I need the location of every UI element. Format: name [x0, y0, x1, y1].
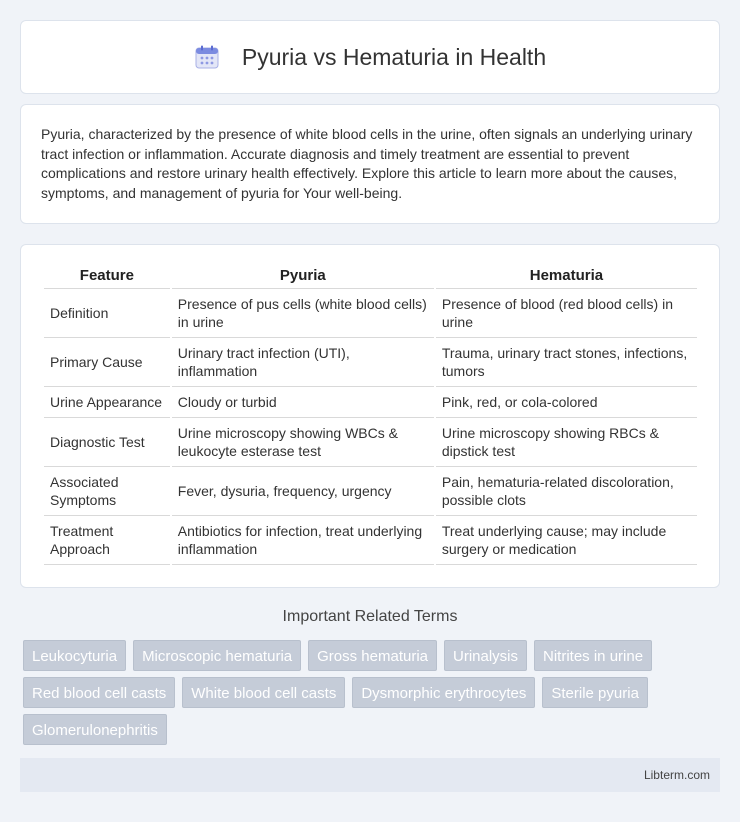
- table-row: [44, 467, 697, 516]
- header-feature: Feature: [44, 261, 170, 289]
- row-feature: Primary Cause: [44, 338, 170, 387]
- row-hematuria: Urine microscopy showing RBCs & dipstick test: [436, 418, 697, 467]
- row-feature: Treatment Approach: [44, 516, 170, 565]
- table-row: [44, 338, 697, 387]
- header-pyuria: Pyuria: [172, 261, 434, 289]
- related-term-tag[interactable]: Nitrites in urine: [534, 640, 652, 671]
- row-hematuria: Trauma, urinary tract stones, infections, tumors: [436, 338, 697, 387]
- related-term-tag[interactable]: Leukocyturia: [23, 640, 126, 671]
- related-term-tag[interactable]: Dysmorphic erythrocytes: [352, 677, 535, 708]
- related-terms-title: Important Related Terms: [282, 608, 458, 625]
- header-hematuria: Hematuria: [436, 261, 697, 289]
- row-hematuria: Pink, red, or cola-colored: [436, 387, 697, 418]
- row-pyuria: Fever, dysuria, frequency, urgency: [172, 467, 434, 516]
- row-hematuria: Treat underlying cause; may include surgery or medication: [436, 516, 697, 565]
- row-feature: Definition: [44, 289, 170, 338]
- table-header-row: [44, 261, 697, 289]
- row-hematuria: Pain, hematuria-related discoloration, possible clots: [436, 467, 697, 516]
- intro-card: [20, 104, 720, 224]
- related-terms-list: [23, 640, 723, 751]
- header-card: [20, 20, 720, 94]
- intro-text: Pyuria, characterized by the presence of white blood cells in the urine, often signals an underlying urinary tract infection or inflammation. Accurate diagnosis and timely treatment are essential to prevent complications and restore urinary health effectively. Explore this article to learn more about the causes, symptoms, and management of pyuria for Your well-being.: [41, 126, 693, 201]
- comparison-table: [42, 261, 699, 565]
- table-row: [44, 387, 697, 418]
- related-term-tag[interactable]: Microscopic hematuria: [133, 640, 301, 671]
- table-row: [44, 418, 697, 467]
- calendar-icon: [194, 44, 220, 70]
- row-pyuria: Urine microscopy showing WBCs & leukocyte esterase test: [172, 418, 434, 467]
- table-row: [44, 289, 697, 338]
- page-title: Pyuria vs Hematuria in Health: [241, 43, 547, 70]
- row-feature: Urine Appearance: [44, 387, 170, 418]
- row-feature: Associated Symptoms: [44, 467, 170, 516]
- footer: [20, 758, 720, 792]
- footer-site-link[interactable]: Libterm.com: [643, 768, 710, 782]
- related-term-tag[interactable]: Glomerulonephritis: [23, 714, 167, 745]
- related-term-tag[interactable]: Sterile pyuria: [542, 677, 648, 708]
- row-pyuria: Antibiotics for infection, treat underlying inflammation: [172, 516, 434, 565]
- row-pyuria: Presence of pus cells (white blood cells) in urine: [172, 289, 434, 338]
- table-row: [44, 516, 697, 565]
- comparison-card: [20, 244, 720, 588]
- row-pyuria: Cloudy or turbid: [172, 387, 434, 418]
- related-term-tag[interactable]: White blood cell casts: [182, 677, 345, 708]
- row-hematuria: Presence of blood (red blood cells) in urine: [436, 289, 697, 338]
- related-term-tag[interactable]: Gross hematuria: [308, 640, 437, 671]
- related-term-tag[interactable]: Urinalysis: [444, 640, 527, 671]
- related-term-tag[interactable]: Red blood cell casts: [23, 677, 175, 708]
- row-pyuria: Urinary tract infection (UTI), inflammation: [172, 338, 434, 387]
- row-feature: Diagnostic Test: [44, 418, 170, 467]
